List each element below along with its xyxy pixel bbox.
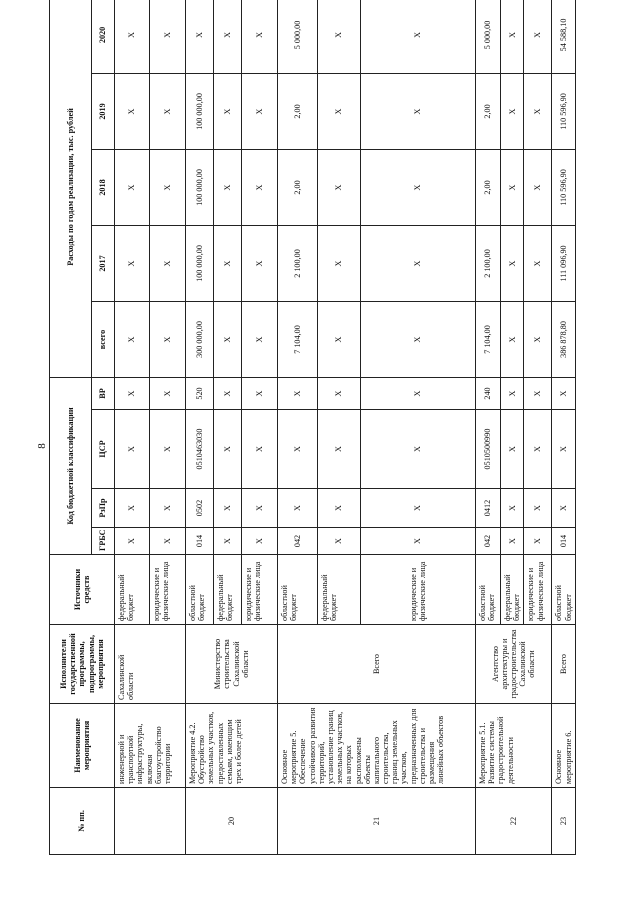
- total-cell: X: [214, 301, 242, 377]
- total-cell: 300 000,00: [186, 301, 214, 377]
- table-row: [115, 0, 150, 855]
- y2020-cell: X: [318, 0, 361, 73]
- grbs-cell: 042: [476, 528, 501, 555]
- header-2018: 2018: [92, 149, 115, 225]
- y2020-cell: X: [186, 0, 214, 73]
- row-number: 22: [476, 788, 552, 855]
- row-executor: Агентство архитектуры и градостроительства Сахалинской области: [476, 625, 552, 704]
- table-row: [552, 0, 575, 855]
- y2017-cell: 111 096,90: [552, 225, 575, 301]
- grbs-cell: 014: [552, 528, 575, 555]
- y2019-cell: X: [361, 73, 476, 149]
- rzpr-cell: X: [361, 489, 476, 528]
- y2017-cell: X: [318, 225, 361, 301]
- header-executor: Исполнители государственной программы, подпрограммы, мероприятия: [50, 625, 115, 704]
- rzpr-cell: X: [242, 489, 278, 528]
- grbs-cell: X: [318, 528, 361, 555]
- y2019-cell: X: [150, 73, 186, 149]
- vr-cell: X: [115, 377, 150, 409]
- source-cell: юридические и физические лица: [361, 555, 476, 625]
- header-vr: ВР: [92, 377, 115, 409]
- grbs-cell: X: [150, 528, 186, 555]
- row-executor: Всего: [552, 625, 575, 704]
- source-cell: областной бюджет: [476, 555, 501, 625]
- csr-cell: X: [242, 410, 278, 489]
- row-number: 21: [278, 788, 476, 855]
- vr-cell: X: [524, 377, 552, 409]
- header-grbs: ГРБС: [92, 528, 115, 555]
- csr-cell: X: [318, 410, 361, 489]
- total-cell: X: [115, 301, 150, 377]
- total-cell: X: [501, 301, 524, 377]
- total-cell: X: [361, 301, 476, 377]
- vr-cell: X: [278, 377, 318, 409]
- row-name: Основное мероприятие 5. Обеспечение устойчивого развития территорий, установление границ земельных участков, на которых расположены объекты капитального строительства, границ земельных участков, предназначенных для строительства и размещения линейных объектов: [278, 704, 476, 788]
- y2019-cell: X: [501, 73, 524, 149]
- rzpr-cell: 0502: [186, 489, 214, 528]
- y2018-cell: X: [524, 149, 552, 225]
- total-cell: X: [318, 301, 361, 377]
- source-cell: федеральный бюджет: [501, 555, 524, 625]
- source-cell: юридические и физические лица: [524, 555, 552, 625]
- header-2017: 2017: [92, 225, 115, 301]
- y2019-cell: X: [115, 73, 150, 149]
- rzpr-cell: X: [150, 489, 186, 528]
- rotated-table-container: [36, 18, 600, 855]
- y2020-cell: 5 000,00: [476, 0, 501, 73]
- rzpr-cell: 0412: [476, 489, 501, 528]
- csr-cell: X: [361, 410, 476, 489]
- y2018-cell: X: [150, 149, 186, 225]
- table-row: [278, 0, 318, 855]
- header-total: всего: [92, 301, 115, 377]
- total-cell: 7 104,00: [476, 301, 501, 377]
- y2019-cell: X: [318, 73, 361, 149]
- y2018-cell: 110 596,90: [552, 149, 575, 225]
- vr-cell: X: [361, 377, 476, 409]
- row-name: Мероприятие 4.2. Обустройство земельных участков, предоставленных семьям, имеющим трех и более детей: [186, 704, 278, 788]
- vr-cell: X: [501, 377, 524, 409]
- rzpr-cell: X: [278, 489, 318, 528]
- grbs-cell: X: [501, 528, 524, 555]
- header-source: Источники средств: [50, 555, 115, 625]
- y2018-cell: X: [214, 149, 242, 225]
- y2018-cell: 2,00: [278, 149, 318, 225]
- header-2019: 2019: [92, 73, 115, 149]
- y2019-cell: X: [524, 73, 552, 149]
- csr-cell: X: [524, 410, 552, 489]
- grbs-cell: 014: [186, 528, 214, 555]
- table-row: [186, 0, 214, 855]
- y2020-cell: X: [214, 0, 242, 73]
- source-cell: областной бюджет: [552, 555, 575, 625]
- y2018-cell: X: [115, 149, 150, 225]
- source-cell: федеральный бюджет: [318, 555, 361, 625]
- header-code-group: Код бюджетной классификации: [50, 377, 92, 554]
- y2020-cell: X: [150, 0, 186, 73]
- y2018-cell: X: [242, 149, 278, 225]
- vr-cell: X: [150, 377, 186, 409]
- y2020-cell: 54 588,10: [552, 0, 575, 73]
- budget-table: [49, 0, 576, 855]
- rzpr-cell: X: [214, 489, 242, 528]
- source-cell: юридические и физические лица: [150, 555, 186, 625]
- y2019-cell: 100 000,00: [186, 73, 214, 149]
- rzpr-cell: X: [552, 489, 575, 528]
- row-executor: Всего: [278, 625, 476, 704]
- row-executor: Министерство строительства Сахалинской области: [186, 625, 278, 704]
- y2020-cell: X: [524, 0, 552, 73]
- total-cell: X: [150, 301, 186, 377]
- header-name: Наименование мероприятия: [50, 704, 115, 788]
- table-row: [476, 0, 501, 855]
- y2020-cell: 5 000,00: [278, 0, 318, 73]
- csr-cell: X: [214, 410, 242, 489]
- cont-executor: Сахалинской области: [115, 625, 186, 704]
- header-2020: 2020: [92, 0, 115, 73]
- y2017-cell: X: [242, 225, 278, 301]
- header-csr: ЦСР: [92, 410, 115, 489]
- total-cell: X: [524, 301, 552, 377]
- y2018-cell: X: [318, 149, 361, 225]
- vr-cell: X: [214, 377, 242, 409]
- vr-cell: X: [318, 377, 361, 409]
- csr-cell: X: [552, 410, 575, 489]
- y2017-cell: 2 100,00: [278, 225, 318, 301]
- source-cell: областной бюджет: [186, 555, 214, 625]
- y2020-cell: X: [501, 0, 524, 73]
- csr-cell: 0510463030: [186, 410, 214, 489]
- document-page: [36, 18, 600, 855]
- y2019-cell: X: [214, 73, 242, 149]
- csr-cell: X: [150, 410, 186, 489]
- y2018-cell: 2,00: [476, 149, 501, 225]
- y2017-cell: 2 100,00: [476, 225, 501, 301]
- header-expense-group: Расходы по годам реализации, тыс. рублей: [50, 0, 92, 377]
- grbs-cell: X: [115, 528, 150, 555]
- vr-cell: 520: [186, 377, 214, 409]
- source-cell: юридические и физические лица: [242, 555, 278, 625]
- grbs-cell: X: [361, 528, 476, 555]
- y2017-cell: 100 000,00: [186, 225, 214, 301]
- source-cell: областной бюджет: [278, 555, 318, 625]
- rzpr-cell: X: [115, 489, 150, 528]
- cont-num-cell: [115, 788, 186, 855]
- grbs-cell: X: [214, 528, 242, 555]
- y2017-cell: X: [214, 225, 242, 301]
- y2017-cell: X: [150, 225, 186, 301]
- rzpr-cell: X: [524, 489, 552, 528]
- vr-cell: X: [552, 377, 575, 409]
- y2020-cell: X: [361, 0, 476, 73]
- row-number: 20: [186, 788, 278, 855]
- y2017-cell: X: [115, 225, 150, 301]
- row-name: Основное мероприятие 6.: [552, 704, 575, 788]
- y2020-cell: X: [115, 0, 150, 73]
- header-num: № пп.: [50, 788, 115, 855]
- grbs-cell: X: [524, 528, 552, 555]
- page-number: 8: [36, 443, 48, 449]
- y2019-cell: 110 596,90: [552, 73, 575, 149]
- y2020-cell: X: [242, 0, 278, 73]
- y2017-cell: X: [501, 225, 524, 301]
- csr-cell: X: [501, 410, 524, 489]
- y2017-cell: X: [524, 225, 552, 301]
- y2018-cell: X: [501, 149, 524, 225]
- vr-cell: X: [242, 377, 278, 409]
- y2017-cell: X: [361, 225, 476, 301]
- rzpr-cell: X: [501, 489, 524, 528]
- row-number: 23: [552, 788, 575, 855]
- source-cell: федеральный бюджет: [115, 555, 150, 625]
- csr-cell: 0510500990: [476, 410, 501, 489]
- total-cell: X: [242, 301, 278, 377]
- total-cell: 7 104,00: [278, 301, 318, 377]
- cont-name: инженерной и транспортной инфраструктуры, включая благоустройство территории: [115, 704, 186, 788]
- csr-cell: X: [278, 410, 318, 489]
- header-rzpr: РзПр: [92, 489, 115, 528]
- csr-cell: X: [115, 410, 150, 489]
- y2019-cell: 2,00: [476, 73, 501, 149]
- y2018-cell: 100 000,00: [186, 149, 214, 225]
- row-name: Мероприятие 5.1. Развитие системы градостроительной деятельности: [476, 704, 552, 788]
- total-cell: 386 878,80: [552, 301, 575, 377]
- rzpr-cell: X: [318, 489, 361, 528]
- grbs-cell: 042: [278, 528, 318, 555]
- vr-cell: 240: [476, 377, 501, 409]
- source-cell: федеральный бюджет: [214, 555, 242, 625]
- y2019-cell: 2,00: [278, 73, 318, 149]
- grbs-cell: X: [242, 528, 278, 555]
- y2018-cell: X: [361, 149, 476, 225]
- y2019-cell: X: [242, 73, 278, 149]
